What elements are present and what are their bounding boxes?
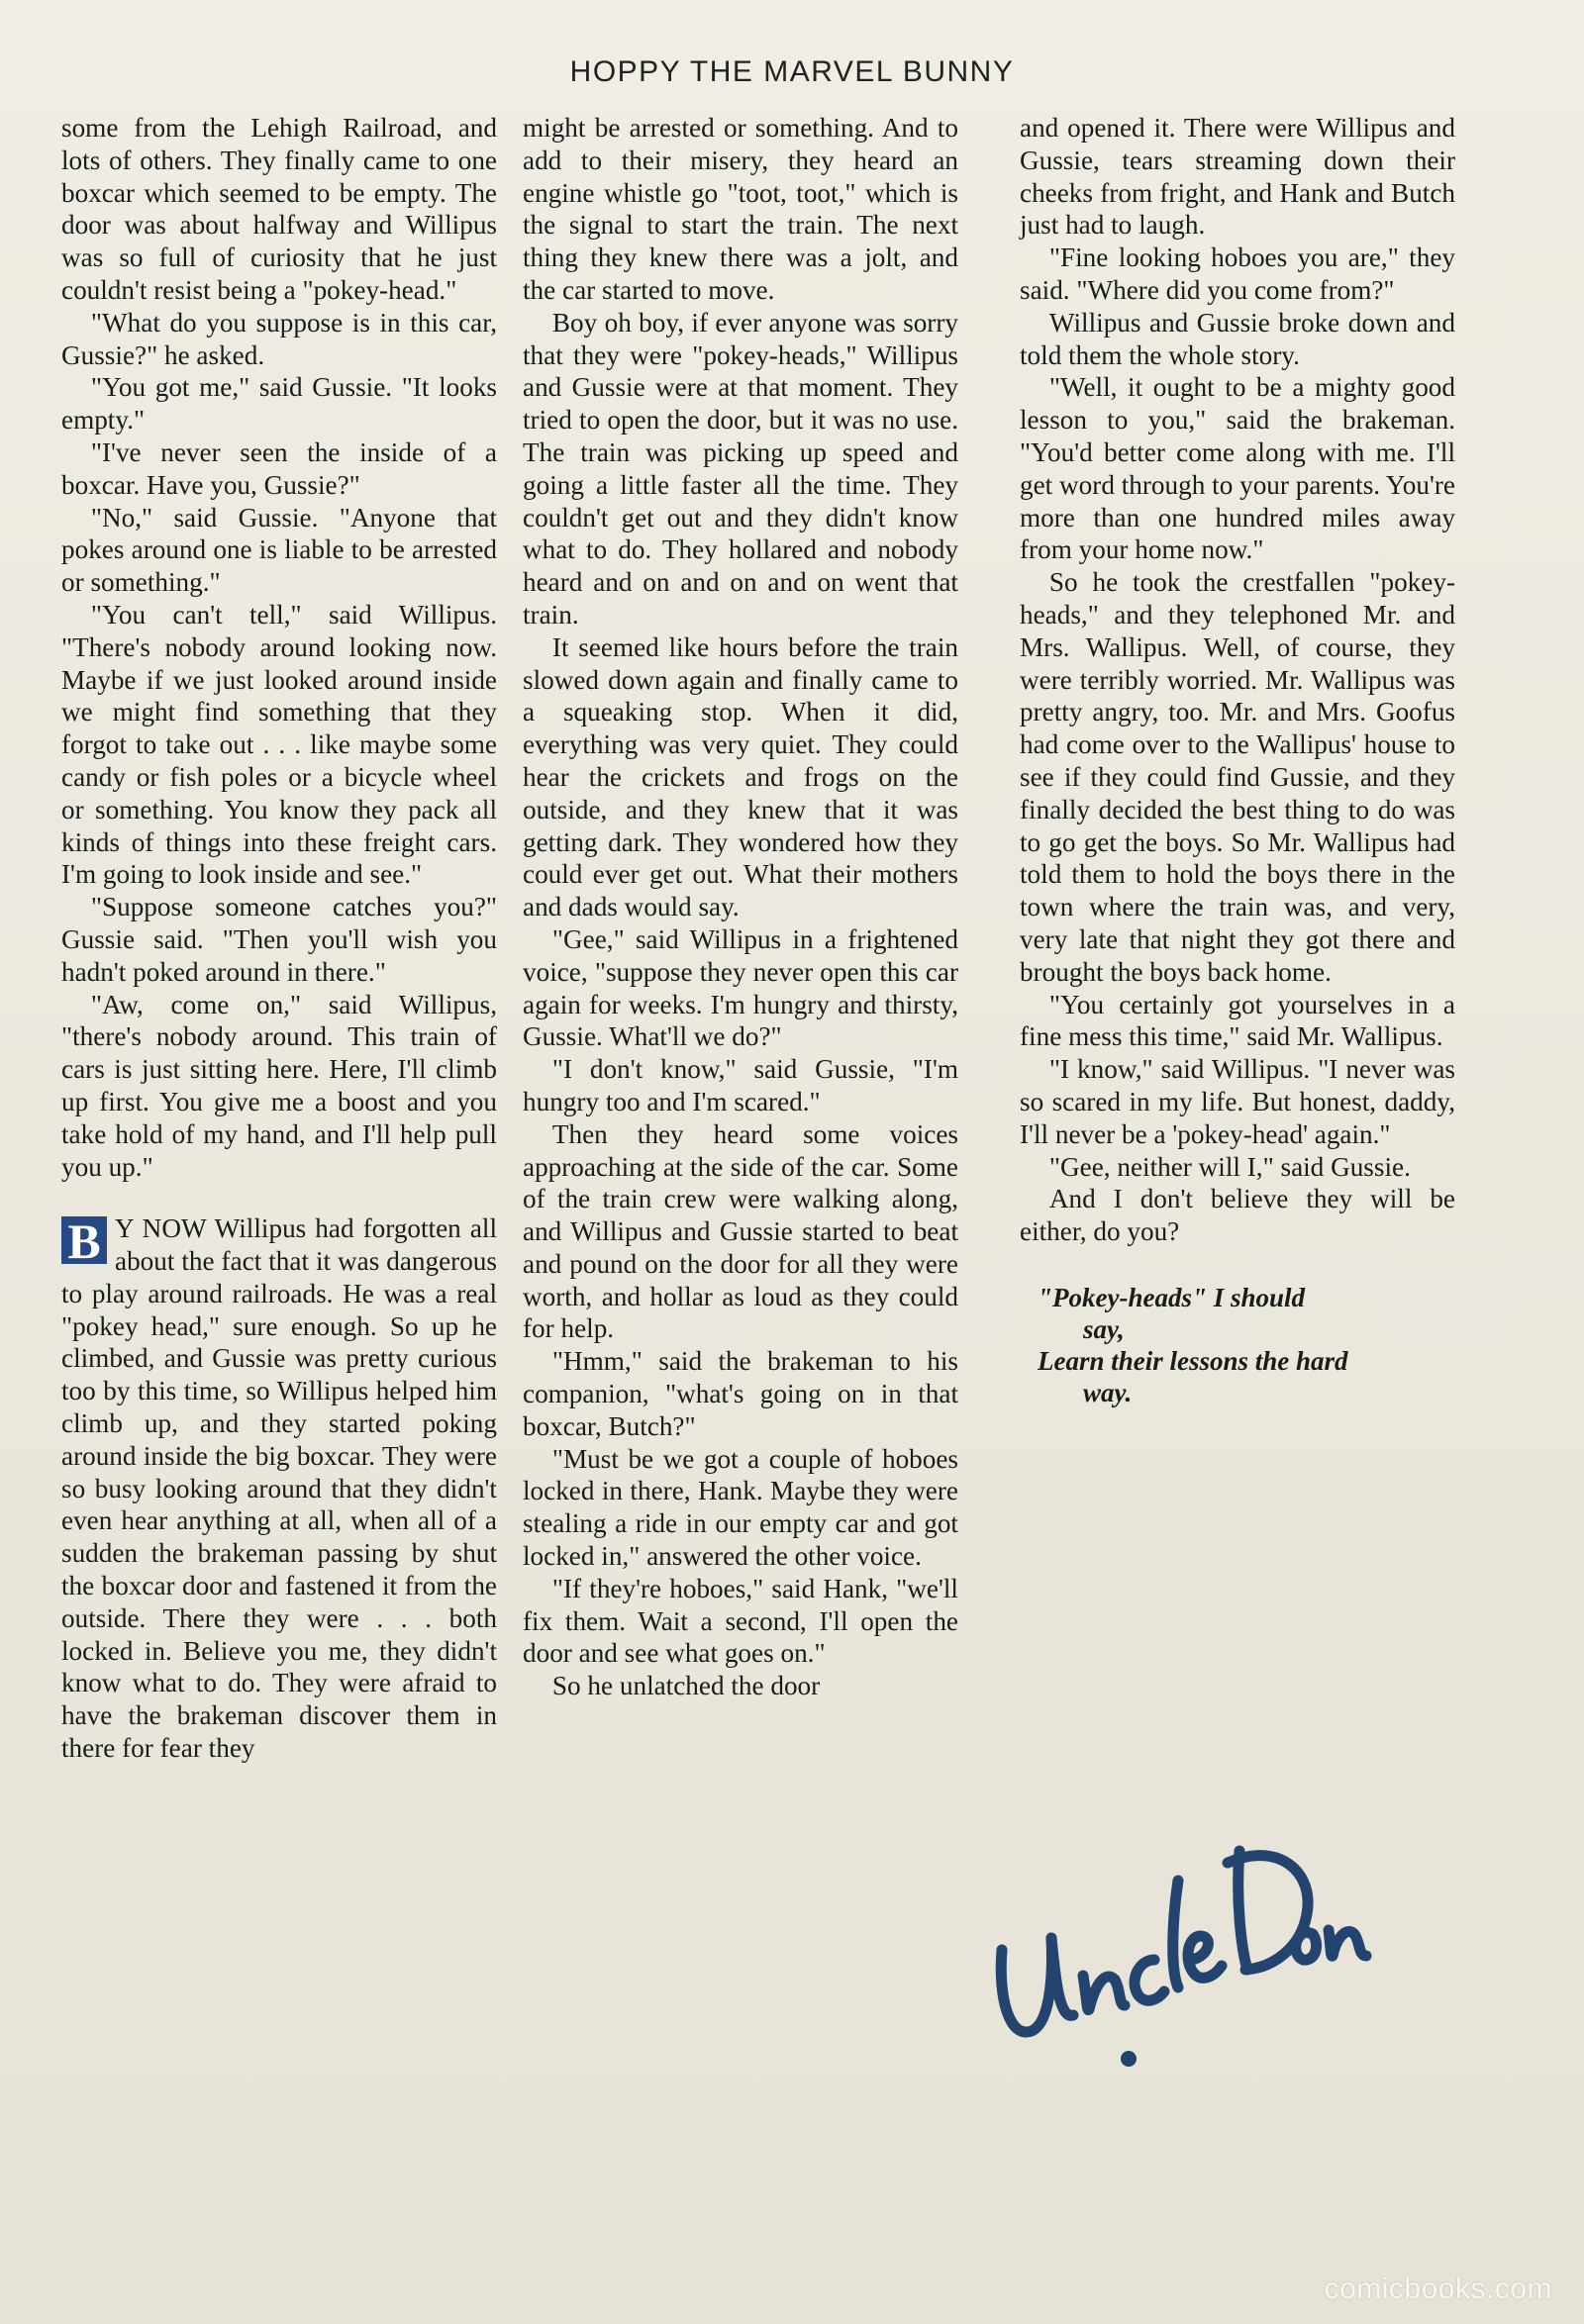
paragraph-text: "I've never seen the inside of a boxcar. Have you, Gussie?" [61,436,497,500]
paragraph-text: Then they heard some voices approaching at the side of the car. Some of the train crew were walking along, and Willipus and Gussie started to beat and pound on the door for all they were worth, and hollar as loud as they could for help. [523,1118,958,1344]
story-paragraph [1020,242,1455,307]
poem-holder [1020,1282,1455,1408]
story-paragraph [1020,112,1455,242]
uncle-don-signature [980,1811,1376,2108]
paragraph-text: "No," said Gussie. "Anyone that pokes around one is liable to be arrested or something." [61,502,497,598]
paragraph-text: "Suppose someone catches you?" Gussie said. "Then you'll wish you hadn't poked around in there." [61,892,497,987]
story-paragraph [523,1573,958,1670]
story-paragraph [523,112,958,307]
paragraph-text: Boy oh boy, if ever anyone was sorry that they were "pokey-heads," Willipus and Gussie were at that moment. They tried to open the door, but it was no use. The train was picking up speed and going a little faster all the time. They couldn't get out and they didn't know what to do. They hollared and nobody heard and on and on and on went that train. [523,307,958,629]
story-paragraph [61,436,497,502]
verse-line: "Pokey-heads" I should [1038,1282,1305,1312]
paragraph-text: Willipus and Gussie broke down and told them the whole story. [1020,307,1455,370]
story-paragraph [523,631,958,923]
story-paragraph [523,923,958,1053]
paragraph-text: "Well, it ought to be a mighty good lesson to you," said the brakeman. "You'd better come along with me. I'll get word through to your parents. You're more than one hundred miles away from your home now." [1020,372,1455,565]
closing-verse [1020,1282,1455,1408]
story-paragraph [61,371,497,436]
page-header: HOPPY THE MARVEL BUNNY [569,55,1015,88]
paragraph-text: "I know," said Willipus. "I never was so scared in my life. But honest, daddy, I'll never be a 'pokey-head' again." [1020,1054,1455,1149]
story-paragraph [523,1053,958,1118]
paragraph-text: some from the Lehigh Railroad, and lots of others. They finally came to one boxcar which seemed to be empty. The door was about halfway and Willipus was so full of curiosity that he just couldn't resist being a "pokey-head." [61,113,497,305]
story-paragraph [61,112,497,307]
verse-line: Learn their lessons the hard [1038,1345,1348,1376]
paragraph-text: "I don't know," said Gussie, "I'm hungry too and I'm scared." [523,1054,958,1116]
paragraph-text: And I don't believe they will be either, do you? [1020,1184,1455,1247]
drop-cap-letter: B [61,1216,107,1264]
story-paragraph [61,1212,497,1765]
story-paragraph [523,307,958,631]
paragraph-text: Y NOW Willipus had forgotten all about the fact that it was dangerous to play around railroads. He was a real "pokey head," sure enough. So up he climbed, and Gussie was pretty curious too by this time, so Willipus helped him climb up, and they started poking around inside the big boxcar. They were so busy looking around that they didn't even hear anything at all, when all of a sudden the brakeman passing by shut the boxcar door and fastened it from the outside. There they were . . . both locked in. Believe you me, they didn't know what to do. They were afraid to have the brakeman discover them in there for fear they [61,1213,497,1764]
paragraph-text: "What do you suppose is in this car, Gussie?" he asked. [61,307,497,370]
paragraph-text: So he unlatched the door [551,1671,821,1701]
verse-line: say, [1083,1313,1125,1344]
paragraph-text: "Gee," said Willipus in a frightened voice, "suppose they never open this car again for weeks. I'm hungry and thirsty, Gussie. What'll we do?" [523,923,958,1052]
story-paragraph [1020,1183,1455,1248]
paragraph-text: It seemed like hours before the train slowed down again and finally came to a squeaking stop. When it did, everything was very quiet. They could hear the crickets and frogs on the outside, and they knew that it was getting dark. They wondered how they could ever get out. What their mothers and dads would say. [523,631,958,922]
story-paragraph [61,891,497,988]
paragraph-text: "You certainly got yourselves in a fine mess this time," said Mr. Wallipus. [1020,989,1455,1052]
story-paragraph [61,307,497,372]
paragraph-text: "Aw, come on," said Willipus, "there's nobody around. This train of cars is just sitting here. Here, I'll climb up first. You give me a boost and you take hold of my hand, and I'll help pull you up." [61,989,497,1182]
paragraph-text: "Must be we got a couple of hoboes locked in there, Hank. Maybe they were stealing a ride in our empty car and got locked in," answered the other voice. [523,1443,958,1572]
story-paragraph [61,502,497,599]
paragraph-text: and opened it. There were Willipus and Gussie, tears streaming down their cheeks from fright, and Hank and Butch just had to laugh. [1020,113,1455,241]
text-column-3 [1020,112,1455,1408]
paragraph-text: "You got me," said Gussie. "It looks empty." [61,372,497,436]
story-paragraph [523,1443,958,1573]
paragraph-text: So he took the crestfallen "pokey-heads," and they telephoned Mr. and Mrs. Wallipus. Well, of course, they were terribly worried. Mr. Wallipus was pretty angry, too. Mr. and Mrs. Goofus had come over to the Wallipus' house to see if they could find Gussie, and they finally decided the best thing to do was to go get the boys. So Mr. Wallipus had told them to hold the boys there in the town where the train was, and very, very late that night they got there and brought the boys back home. [1020,567,1455,987]
paragraph-text: "Gee, neither will I," said Gussie. [1048,1151,1411,1182]
story-paragraph [1020,1053,1455,1150]
paragraph-text: "If they're hoboes," said Hank, "we'll fix them. Wait a second, I'll open the door and see what goes on." [523,1573,958,1669]
story-paragraph [1020,989,1455,1054]
story-paragraph [1020,371,1455,566]
paragraph-text: might be arrested or something. And to add to their misery, they heard an engine whistle go "toot, toot," which is the signal to start the train. The next thing they knew there was a jolt, and the car started to move. [523,113,958,305]
story-paragraph [61,989,497,1184]
text-column-2 [523,112,958,1702]
verse-line: way. [1083,1377,1133,1407]
story-paragraph [1020,566,1455,988]
story-paragraph [523,1670,958,1702]
paragraph-text: "You can't tell," said Willipus. "There's nobody around looking now. Maybe if we just looked around inside we might find something that they forgot to take out . . . like maybe some candy or fish poles or a bicycle wheel or something. You know they pack all kinds of things into these freight cars. I'm going to look inside and see." [61,599,497,890]
paragraph-text: "Fine looking hoboes you are," they said. "Where did you come from?" [1020,242,1455,305]
story-paragraph [1020,307,1455,372]
watermark-text: comicbooks.com [1324,2273,1552,2305]
story-paragraph [523,1345,958,1442]
story-paragraph [1020,1151,1455,1184]
paragraph-text: "Hmm," said the brakeman to his companion, "what's going on in that boxcar, Butch?" [523,1346,958,1441]
story-paragraph [523,1118,958,1346]
text-column-1 [61,112,497,1765]
story-paragraph [61,599,497,891]
